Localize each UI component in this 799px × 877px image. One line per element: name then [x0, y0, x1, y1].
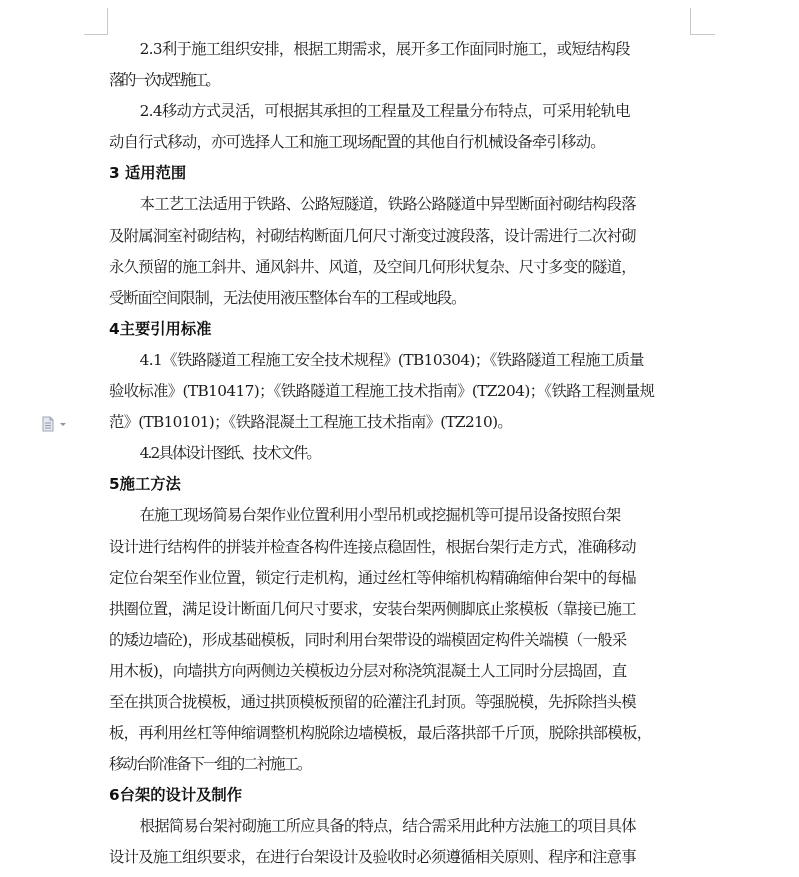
text-line: 4.2具体设计图纸、技术文件。 — [139, 444, 320, 463]
text-line: 在施工现场简易台架作业位置利用小型吊机或挖掘机等可提吊设备按照台架 — [139, 506, 621, 525]
section-heading-method: 5施工方法 — [109, 475, 181, 494]
section-heading-scope: 3 适用范围 — [109, 164, 187, 183]
text-line: 验收标准》(TB10417)；《铁路隧道工程施工技术指南》(TZ204)；《铁路工程测量规 — [109, 382, 655, 401]
text-line: 本工艺工法适用于铁路、公路短隧道，铁路公路隧道中异型断面衬砌结构段落 — [139, 195, 636, 214]
paragraph-scope — [109, 189, 685, 313]
document-body — [109, 34, 685, 874]
paragraph-design — [109, 811, 685, 873]
paragraph-2-3 — [109, 34, 685, 96]
text-line: 动自行式移动，亦可选择人工和施工现场配置的其他自行机械设备牵引移动。 — [109, 133, 605, 152]
paragraph-4-1 — [109, 345, 685, 438]
text-line: 及附属洞室衬砌结构，衬砌结构断面几何尺寸渐变过渡段落，设计需进行二次衬砌 — [109, 226, 636, 245]
text-line: 设计进行结构件的拼装并检查各构件连接点稳固性，根据台架行走方式，准确移动 — [109, 537, 636, 556]
text-line: 的矮边墙砼)，形成基础模板，同时利用台架带设的端模固定构件关端模（一般采 — [109, 630, 627, 649]
document-dropdown-icon[interactable] — [42, 416, 70, 432]
text-line: 4.1《铁路隧道工程施工安全技术规程》(TB10304)；《铁路隧道工程施工质量 — [139, 350, 645, 369]
text-line: 落的一次成型施工。 — [109, 71, 218, 90]
text-line: 受断面空间限制，无法使用液压整体台车的工程或地段。 — [109, 288, 466, 307]
section-heading-design: 6台架的设计及制作 — [109, 786, 243, 805]
section-heading-standards: 4主要引用标准 — [109, 319, 212, 338]
text-line: 定位台架至作业位置，锁定行走机构，通过丝杠等伸缩机构精确缩伸台架中的每榀 — [109, 568, 636, 587]
paragraph-method — [109, 500, 685, 780]
text-line: 根据简易台架衬砌施工所应具备的特点，结合需采用此种方法施工的项目具体 — [139, 817, 636, 836]
text-line: 范》(TB10101)；《铁路混凝土工程施工技术指南》(TZ210)。 — [109, 413, 512, 432]
paragraph-4-2 — [109, 438, 685, 469]
page-corner-mark-top-right — [690, 8, 715, 35]
text-line: 2.3利于施工组织安排，根据工期需求，展开多工作面同时施工，或短结构段 — [139, 40, 630, 58]
text-line: 移动台阶准备下一组的二衬施工。 — [109, 755, 311, 774]
text-line: 设计及施工组织要求，在进行台架设计及验收时必须遵循相关原则、程序和注意事 — [109, 848, 636, 867]
text-line: 永久预留的施工斜井、通风斜井、风道，及空间几何形状复杂、尺寸多变的隧道， — [109, 257, 636, 276]
text-line: 拱圈位置，满足设计断面几何尺寸要求，安装台架两侧脚底止浆模板（靠接已施工 — [109, 599, 636, 618]
text-line: 2.4移动方式灵活，可根据其承担的工程量及工程量分布特点，可采用轮轨电 — [139, 102, 630, 121]
paragraph-2-4 — [109, 96, 685, 158]
text-line: 板，再利用丝杠等伸缩调整机构脱除边墙模板，最后落拱部千斤顶，脱除拱部模板， — [109, 724, 652, 743]
page-corner-mark-top-left — [84, 8, 108, 35]
text-line: 至在拱顶合拢模板，通过拱顶模板预留的砼灌注孔封顶。等强脱模，先拆除挡头模 — [109, 692, 636, 711]
text-line: 用木板)，向墙拱方向两侧边关模板边分层对称浇筑混凝土人工同时分层捣固，直 — [109, 661, 627, 680]
